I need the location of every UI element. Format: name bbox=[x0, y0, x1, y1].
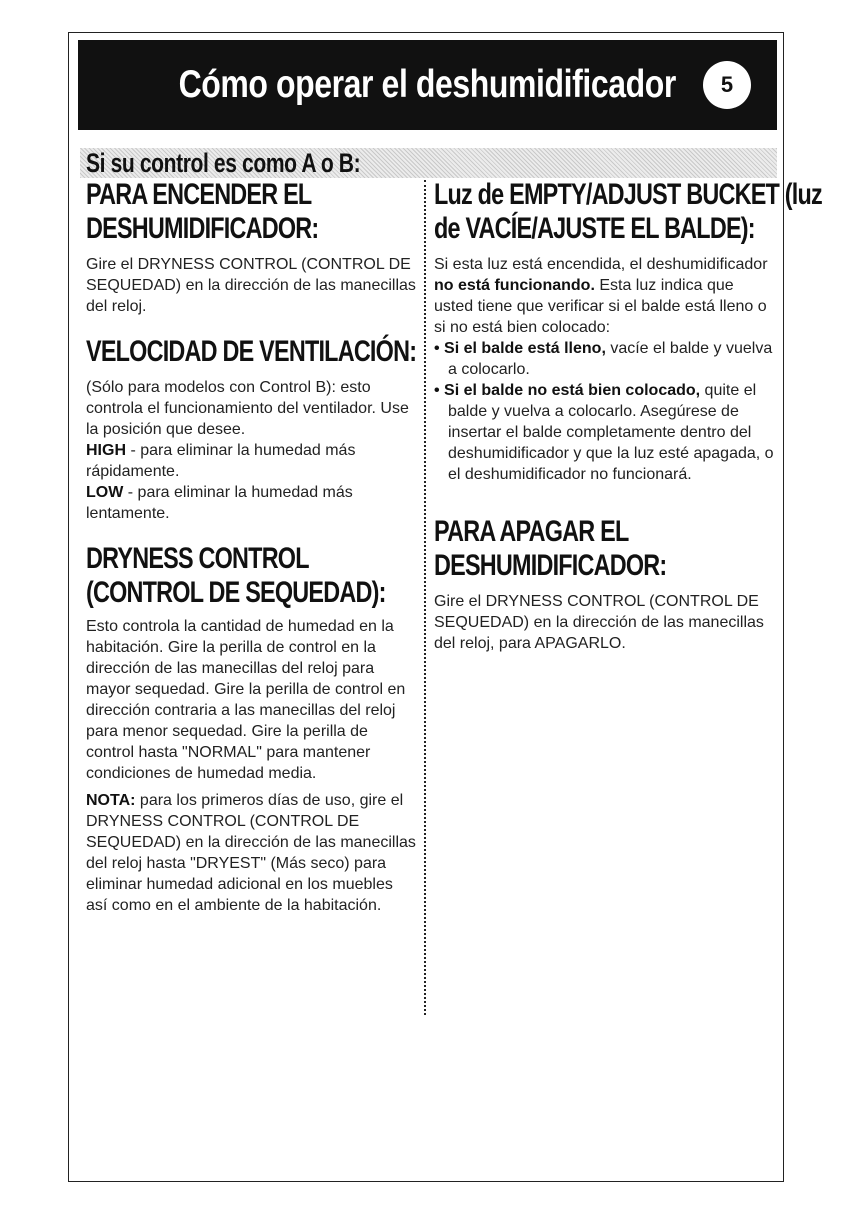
high-label: HIGH bbox=[86, 442, 126, 459]
bucket-light-text bbox=[434, 254, 774, 338]
page-title: Cómo operar el deshumidificador bbox=[178, 63, 677, 106]
title-bar bbox=[78, 40, 777, 130]
turn-on-heading-line1: PARA ENCENDER EL bbox=[86, 178, 312, 211]
band-heading: Si su control es como A o B: bbox=[86, 148, 361, 178]
turn-on-heading-line2: DESHUMIDIFICADOR: bbox=[86, 212, 319, 245]
turn-off-heading-line1: PARA APAGAR EL bbox=[434, 515, 629, 548]
column-divider bbox=[424, 180, 426, 1015]
note-text: para los primeros días de uso, gire el DRYNESS CONTROL (CONTROL DE SEQUEDAD) en la dirección de las manecillas del reloj hasta "DRYEST" (Más seco) para eliminar humedad adicional en los muebles así como en el ambiente de la habitación. bbox=[86, 792, 416, 914]
bucket-light-text-a: Si esta luz está encendida, el deshumidificador bbox=[434, 256, 768, 273]
left-column bbox=[86, 178, 416, 916]
bucket-light-text-b: Esta luz indica que usted tiene que verificar si el balde está lleno o si no está bien colocado: bbox=[434, 277, 767, 336]
bullet1-bold: • Si el balde está lleno, bbox=[434, 340, 606, 357]
fan-speed-heading: VELOCIDAD DE VENTILACIÓN: bbox=[86, 335, 417, 368]
turn-off-text: Gire el DRYNESS CONTROL (CONTROL DE SEQUEDAD) en la dirección de las manecillas del reloj, para APAGARLO. bbox=[434, 593, 764, 652]
fan-low-item bbox=[86, 482, 416, 524]
note-label: NOTA: bbox=[86, 792, 136, 809]
bullet-bucket-full bbox=[434, 338, 774, 380]
dryness-heading-line1: DRYNESS CONTROL bbox=[86, 542, 309, 575]
high-text: - para eliminar la humedad más rápidamente. bbox=[86, 442, 356, 480]
dryness-note bbox=[86, 790, 416, 916]
turn-off-heading-line2: DESHUMIDIFICADOR: bbox=[434, 549, 667, 582]
right-column bbox=[434, 178, 822, 654]
low-label: LOW bbox=[86, 484, 124, 501]
bucket-light-text-bold: no está funcionando. bbox=[434, 277, 595, 294]
dryness-heading-line2: (CONTROL DE SEQUEDAD): bbox=[86, 576, 386, 609]
low-text: - para eliminar la humedad más lentamente. bbox=[86, 484, 353, 522]
bullet2-text: quite el balde y vuelva a colocarlo. Asegúrese de insertar el balde completamente dentro del deshumidificador y que la luz esté apagada, o el deshumidificador no funcionará. bbox=[448, 382, 774, 483]
turn-on-text: Gire el DRYNESS CONTROL (CONTROL DE SEQUEDAD) en la dirección de las manecillas del reloj. bbox=[86, 256, 416, 315]
fan-high-item bbox=[86, 440, 416, 482]
bullet2-bold: • Si el balde no está bien colocado, bbox=[434, 382, 701, 399]
bullet1-text: vacíe el balde y vuelva a colocarlo. bbox=[448, 340, 773, 378]
bucket-light-heading-line1: Luz de EMPTY/ADJUST BUCKET (luz bbox=[434, 178, 822, 211]
dryness-text: Esto controla la cantidad de humedad en la habitación. Gire la perilla de control en la dirección de las manecillas del reloj para mayor sequedad. Gire la perilla de control en dirección contraria a las manecillas del reloj para menor sequedad. Gire la perilla de control hasta "NORMAL" para mantener condiciones de humedad media. bbox=[86, 618, 406, 782]
fan-speed-text: (Sólo para modelos con Control B): esto controla el funcionamiento del ventilador. Use la posición que desee. bbox=[86, 379, 409, 438]
bullet-bucket-misplaced bbox=[434, 380, 774, 485]
bucket-light-heading-line2: de VACÍE/AJUSTE EL BALDE): bbox=[434, 212, 755, 245]
page-number-badge: 5 bbox=[703, 61, 751, 109]
